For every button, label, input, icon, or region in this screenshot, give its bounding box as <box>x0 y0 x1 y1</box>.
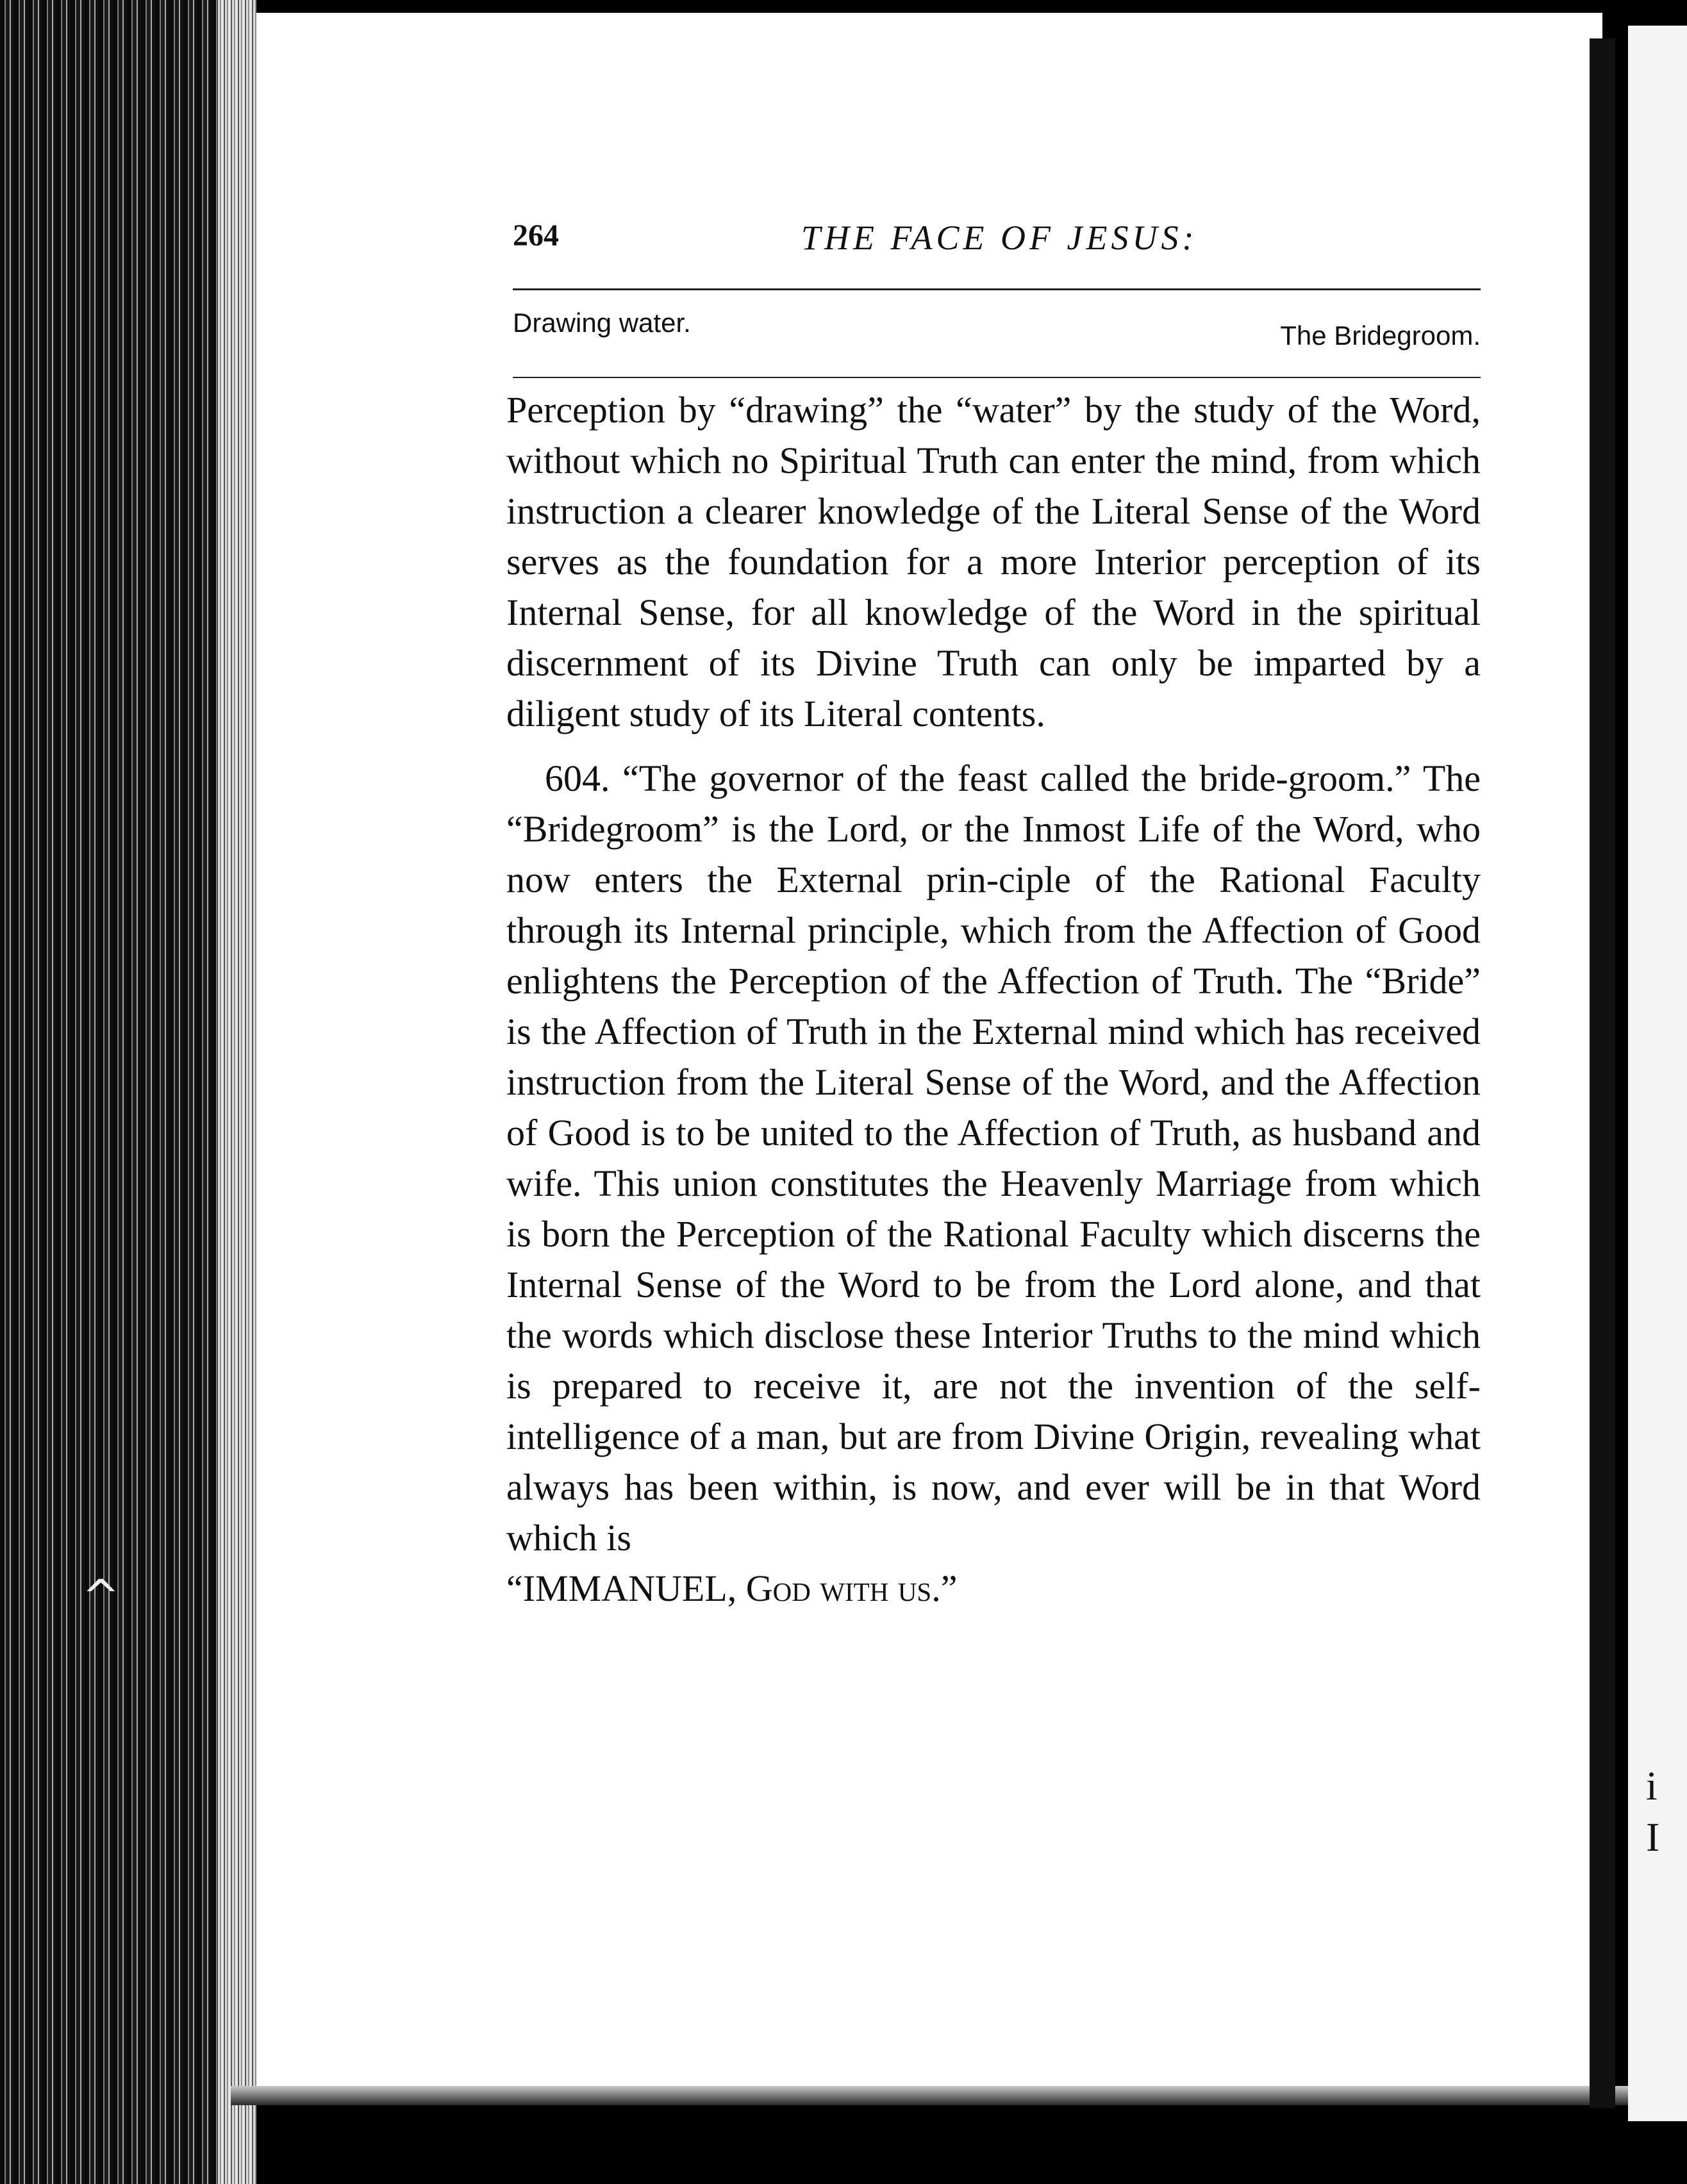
closing-line <box>506 1568 958 1609</box>
sidenote-right: The Bridegroom. <box>1280 320 1481 351</box>
sidenote-left: Drawing water. <box>513 308 691 338</box>
facing-page-fragment: I <box>1646 1814 1660 1860</box>
edge-mark: ^ <box>82 1570 120 1623</box>
page-number: 264 <box>513 219 559 252</box>
paragraph-text: 604. “The governor of the feast called the bride-groom.” The “Bridegroom” is the Lord, or the Inmost Life of the Word, who now enters the External prin-ciple of the Rational Faculty through its Internal principle, which from the Affection of Good enlightens the Perception of the Affection of Truth. The “Bride” is the Affection of Truth in the External mind which has received instruction from the Literal Sense of the Word, and the Affection of Good is to be united to the Affection of Truth, as husband and wife. This union constitutes the Heavenly Marriage from which is born the Perception of the Rational Faculty which discerns the Internal Sense of the Word to be from the Lord alone, and that the words which disclose these Interior Truths to the mind which is prepared to receive it, are not the invention of the self-intelligence of a man, but are from Divine Origin, revealing what always has been within, is now, and ever will be in that Word which is <box>506 757 1481 1559</box>
running-head <box>513 218 1481 269</box>
running-title: THE FACE OF JESUS: <box>801 219 1198 257</box>
paragraph-604 <box>506 753 1481 1614</box>
closing-lead: “IMMANUEL, <box>506 1568 746 1609</box>
closing-end: ” <box>940 1568 958 1609</box>
facing-page-fragment: i <box>1646 1763 1658 1808</box>
paragraph: Perception by “drawing” the “water” by the study of the Word, without which no Spiritual Truth can enter the mind, from which instruction a clearer knowledge of the Literal Sense of the Word serves as the foundation for a more Interior perception of its Internal Sense, for all knowledge of the Word in the spiritual discernment of its Divine Truth can only be imparted by a diligent study of its Literal contents. <box>506 389 1481 734</box>
book-edge <box>0 0 256 2184</box>
body-text <box>506 385 1481 1614</box>
gutter-shadow <box>1590 38 1615 2108</box>
facing-page <box>1628 26 1687 2121</box>
sidenote-rule <box>513 377 1481 378</box>
page-bottom-edge <box>231 2086 1641 2105</box>
closing-smallcaps: God with us. <box>745 1568 941 1609</box>
header-rule <box>513 288 1481 290</box>
